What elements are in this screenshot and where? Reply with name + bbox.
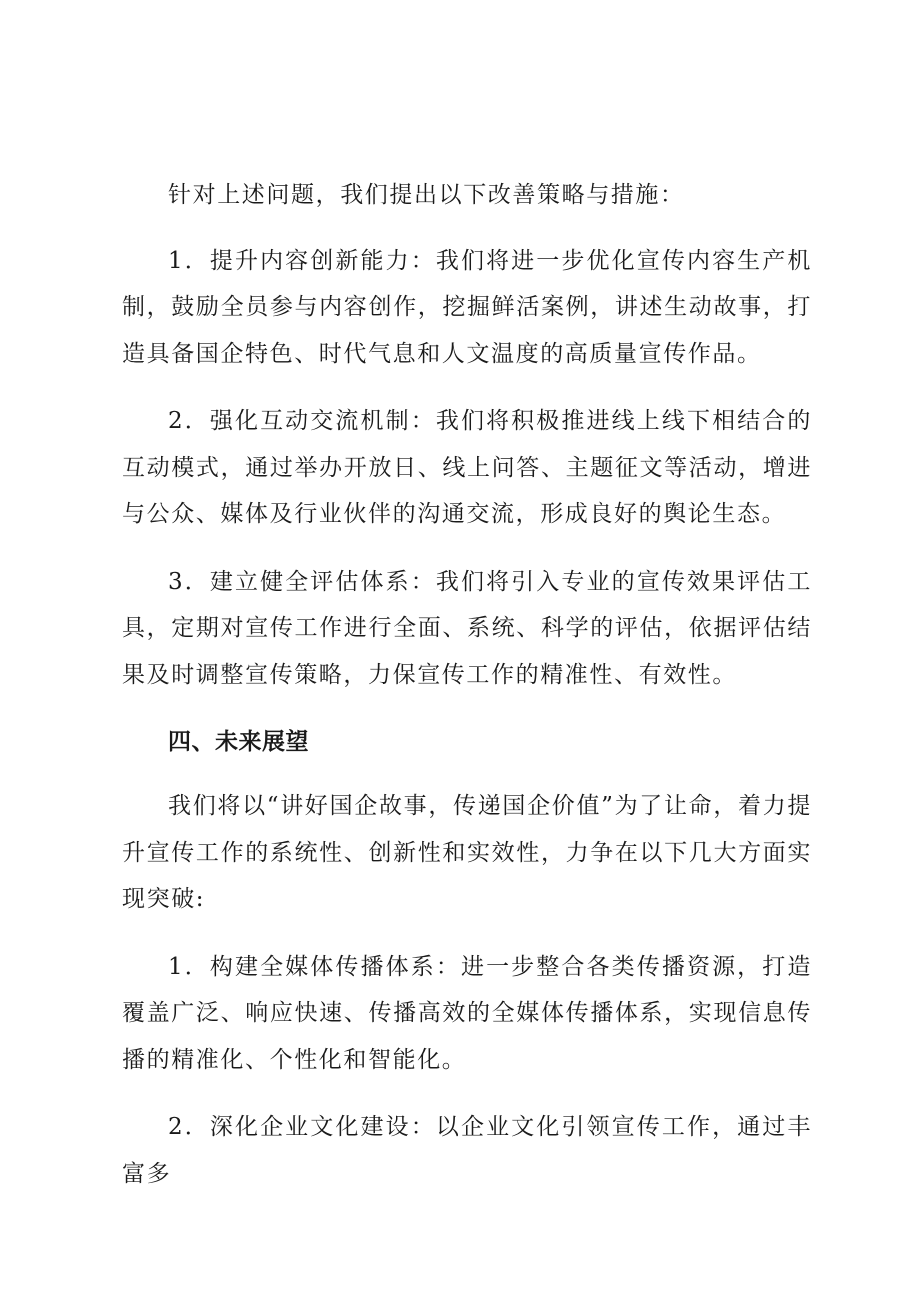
measure-paragraph-3: 3．建立健全评估体系：我们将引入专业的宣传效果评估工具，定期对宣传工作进行全面、系统、科学的评估，依据评估结果及时调整宣传策略，力保宣传工作的精准性、有效性。 <box>122 568 812 688</box>
section-heading: 四、未来展望 <box>168 729 309 755</box>
section-heading-wrap <box>122 719 812 765</box>
measure-paragraph-1: 1．提升内容创新能力：我们将进一步优化宣传内容生产机制，鼓励全员参与内容创作，挖掘鲜活案例，讲述生动故事，打造具备国企特色、时代气息和人文温度的高质量宣传作品。 <box>122 247 812 367</box>
outlook-paragraph-2: 2．深化企业文化建设：以企业文化引领宣传工作，通过丰富多 <box>122 1114 812 1187</box>
outlook-paragraph-1: 1．构建全媒体传播体系：进一步整合各类传播资源，打造覆盖广泛、响应快速、传播高效的全媒体传播体系，实现信息传播的精准化、个性化和智能化。 <box>122 953 812 1073</box>
intro-paragraph: 针对上述问题，我们提出以下改善策略与措施： <box>168 182 685 208</box>
document-body <box>122 172 812 1218</box>
measure-paragraph-2: 2．强化互动交流机制：我们将积极推进线上线下相结合的互动模式，通过举办开放日、线上问答、主题征文等活动，增进与公众、媒体及行业伙伴的沟通交流，形成良好的舆论生态。 <box>122 408 812 527</box>
outlook-intro-paragraph: 我们将以“讲好国企故事，传递国企价值”为了让命，着力提升宣传工作的系统性、创新性和实效性，力争在以下几大方面实现突破: <box>122 793 812 912</box>
